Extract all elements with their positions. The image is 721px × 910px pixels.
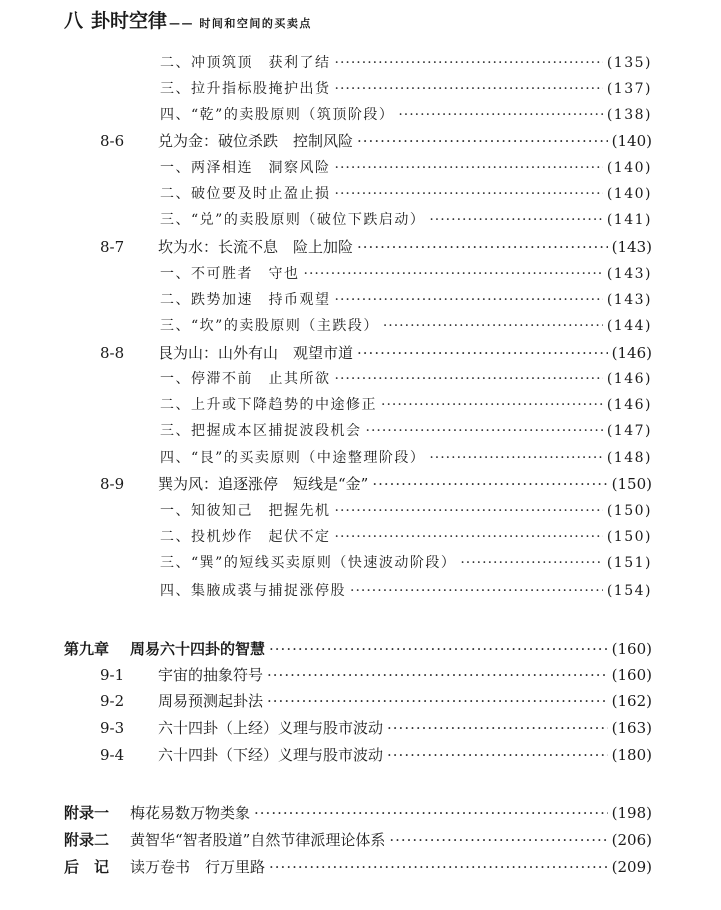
toc-entry [160,52,652,76]
toc-entry [160,420,652,444]
dot-leader [335,81,603,97]
dot-leader [254,804,608,822]
toc-entry-title: 一、两泽相连 洞察风险 [160,160,331,176]
toc-entry-number: 9-2 [100,692,125,710]
toc-entry-page-number: (147) [606,423,652,439]
toc-entry [160,447,652,471]
toc-entry-page-number: (163) [611,719,652,737]
toc-entry-page-number: (140) [606,160,652,176]
toc-entry [100,744,652,768]
toc-entry [160,78,652,102]
toc-entry [160,500,652,524]
toc-entry [160,368,652,392]
toc-entry [100,473,652,497]
toc-entry [160,526,652,550]
dot-leader [429,212,603,228]
toc-entry-page-number: (160) [611,640,652,658]
toc-entry-title: 二、跌势加速 持币观望 [160,292,331,308]
toc-entry-page-number: (135) [606,55,652,71]
toc-entry-page-number: (198) [611,804,652,822]
toc-entry-number: 附录二 [64,831,110,849]
toc-entry-page-number: (180) [611,746,652,764]
dot-leader [335,186,603,202]
toc-entry [64,638,652,662]
dot-leader [387,746,608,764]
toc-entry-title: 三、“巽”的短线买卖原则（快速波动阶段） [160,555,457,571]
toc-entry-title: 宇宙的抽象符号 [158,666,264,684]
toc-entry-page-number: (206) [611,831,652,849]
toc-entry-page-number: (209) [611,858,652,876]
toc-entry-number: 8-6 [100,132,125,150]
toc-entry [100,342,652,366]
toc-entry-title: 二、上升或下降趋势的中途修正 [160,397,377,413]
toc-entry-page-number: (146) [606,371,652,387]
toc-entry-page-number: (146) [606,397,652,413]
toc-entry-title: 黄智华“智者股道”自然节律派理论体系 [130,831,386,849]
toc-entry-title: 兑为金：破位杀跌 控制风险 [158,132,354,150]
toc-entry-page-number: (140) [606,186,652,202]
dot-leader [335,55,603,71]
dot-leader [267,666,608,684]
toc-entry-title: 六十四卦（下经）义理与股市波动 [158,746,384,764]
dot-leader [389,831,607,849]
toc-entry-page-number: (154) [606,583,652,599]
toc-entry-page-number: (143) [611,238,652,256]
toc-entry [160,157,652,181]
toc-entry [64,802,652,826]
toc-entry-title: 四、集腋成裘与捕捉涨停股 [160,583,346,599]
dot-leader [357,238,608,256]
toc-entry-page-number: (162) [611,692,652,710]
toc-entry-number: 9-1 [100,666,125,684]
toc-entry [64,829,652,853]
header-chapter-mark: 八 [64,10,84,32]
toc-entry-title: 一、不可胜者 守也 [160,266,300,282]
toc-entry-page-number: (150) [606,503,652,519]
toc-entry-title: 三、把握成本区捕捉波段机会 [160,423,362,439]
toc-entry [160,104,652,128]
toc-entry-number: 9-4 [100,746,125,764]
toc-entry-number: 9-3 [100,719,125,737]
dot-leader [335,503,603,519]
dot-leader [460,555,603,571]
toc-entry [100,236,652,260]
toc-entry [160,552,652,576]
toc-entry [160,263,652,287]
toc-entry-title: 二、破位要及时止盈止损 [160,186,331,202]
toc-entry-page-number: (160) [611,666,652,684]
dot-leader [398,107,603,123]
dot-leader [357,344,608,362]
toc-entry-title: 四、“艮”的买卖原则（中途整理阶段） [160,450,426,466]
toc-entry-number: 附录一 [64,804,110,822]
toc-entry [160,315,652,339]
dot-leader [381,397,603,413]
toc-entry-page-number: (150) [611,475,652,493]
toc-entry [160,183,652,207]
dot-leader [372,475,607,493]
toc-entry-title: 六十四卦（上经）义理与股市波动 [158,719,384,737]
toc-entry-page-number: (140) [611,132,652,150]
toc-entry [100,130,652,154]
dot-leader [366,423,603,439]
toc-entry-page-number: (138) [606,107,652,123]
toc-entry-page-number: (151) [606,555,652,571]
toc-entry-title: 三、“坎”的卖股原则（主跌段） [160,318,379,334]
toc-entry-title: 三、拉升指标股掩护出货 [160,81,331,97]
toc-entry-title: 梅花易数万物类象 [130,804,251,822]
toc-entry-page-number: (137) [606,81,652,97]
toc-entry-title: 坎为水：长流不息 险上加险 [158,238,354,256]
dot-leader [335,529,603,545]
toc-entry-page-number: (143) [606,266,652,282]
dot-leader [267,692,608,710]
toc-entry-title: 巽为风：追逐涨停 短线是“金” [158,475,369,493]
dot-leader [335,160,603,176]
toc-entry-number: 后 记 [64,858,110,876]
dot-leader [357,132,608,150]
dot-leader [269,858,608,876]
toc-entry-title: 二、投机炒作 起伏不定 [160,529,331,545]
toc-entry-page-number: (148) [606,450,652,466]
toc-entry-title: 读万卷书 行万里路 [130,858,266,876]
header-title: 卦时空律 [91,10,168,32]
toc-entry-title: 艮为山：山外有山 观望市道 [158,344,354,362]
toc-entry-title: 周易预测起卦法 [158,692,264,710]
toc-entry-title: 周易六十四卦的智慧 [130,640,266,658]
toc-entry-page-number: (150) [606,529,652,545]
toc-entry-page-number: (146) [611,344,652,362]
dot-leader [429,450,603,466]
toc-entry [160,209,652,233]
toc-entry [64,856,652,880]
toc-entry [160,394,652,418]
toc-entry [100,717,652,741]
toc-entry-title: 一、知彼知己 把握先机 [160,503,331,519]
toc-entry-number: 第九章 [64,640,110,658]
dot-leader [269,640,608,658]
toc-entry-page-number: (144) [606,318,652,334]
toc-entry [100,690,652,714]
toc-entry [160,289,652,313]
toc-entry-page-number: (141) [606,212,652,228]
dot-leader [387,719,608,737]
toc-entry [100,664,652,688]
dot-leader [335,371,603,387]
dot-leader [335,292,603,308]
dot-leader [350,583,603,599]
toc-entry-number: 8-7 [100,238,125,256]
header-subtitle: —— 时间和空间的买卖点 [169,17,312,30]
toc-entry-title: 三、“兑”的卖股原则（破位下跌启动） [160,212,426,228]
toc-entry [160,580,652,604]
toc-entry-title: 四、“乾”的卖股原则（筑顶阶段） [160,107,395,123]
toc-entry-number: 8-9 [100,475,125,493]
toc-entry-title: 一、停滞不前 止其所欲 [160,371,331,387]
dot-leader [304,266,603,282]
toc-entry-number: 8-8 [100,344,125,362]
toc-entry-page-number: (143) [606,292,652,308]
dot-leader [383,318,603,334]
toc-entry-title: 二、冲顶筑顶 获利了结 [160,55,331,71]
